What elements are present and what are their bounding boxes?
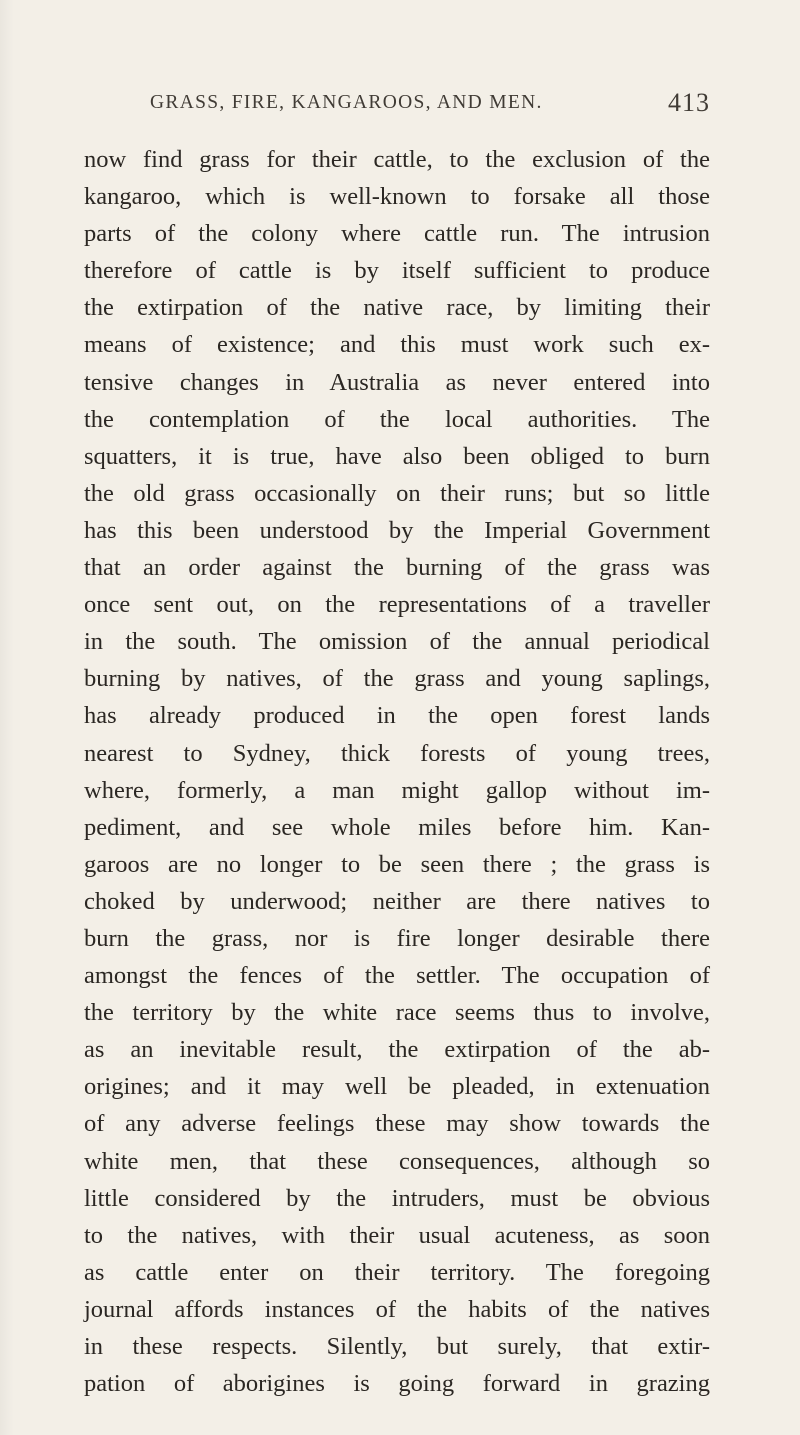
- text-line: garoos are no longer to be seen there ; the grass is: [84, 850, 710, 878]
- text-line: pation of aborigines is going forward in grazing: [84, 1370, 710, 1398]
- text-line: that an order against the burning of the grass was: [84, 554, 710, 582]
- text-line: the territory by the white race seems thus to involve,: [84, 999, 710, 1027]
- text-line: origines; and it may well be pleaded, in extenuation: [84, 1073, 710, 1101]
- text-line: means of existence; and this must work such ex-: [84, 331, 710, 359]
- text-line: tensive changes in Australia as never entered into: [84, 368, 710, 396]
- text-line: once sent out, on the representations of a traveller: [84, 591, 710, 619]
- text-line: amongst the fences of the settler. The occupation of: [84, 962, 710, 990]
- text-line: where, formerly, a man might gallop without im-: [84, 776, 710, 804]
- text-line: burning by natives, of the grass and young saplings,: [84, 665, 710, 693]
- text-line: the old grass occasionally on their runs; but so little: [84, 479, 710, 507]
- text-line: little considered by the intruders, must be obvious: [84, 1184, 710, 1212]
- page-header: [150, 88, 710, 122]
- text-line: the contemplation of the local authorities. The: [84, 405, 710, 433]
- text-line: kangaroo, which is well-known to forsake all those: [84, 183, 710, 211]
- text-line: pediment, and see whole miles before him. Kan-: [84, 813, 710, 841]
- text-line: parts of the colony where cattle run. The intrusion: [84, 220, 710, 248]
- text-line: has this been understood by the Imperial Government: [84, 516, 710, 544]
- page-number: 413: [668, 88, 710, 117]
- text-line: squatters, it is true, have also been obliged to burn: [84, 442, 710, 470]
- text-line: in these respects. Silently, but surely, that extir-: [84, 1333, 710, 1360]
- text-line: therefore of cattle is by itself sufficient to produce: [84, 257, 710, 285]
- text-line: burn the grass, nor is fire longer desirable there: [84, 924, 710, 952]
- text-line: choked by underwood; neither are there natives to: [84, 887, 710, 915]
- text-line: of any adverse feelings these may show towards the: [84, 1110, 710, 1138]
- text-line: to the natives, with their usual acuteness, as soon: [84, 1221, 710, 1249]
- text-line: as cattle enter on their territory. The foregoing: [84, 1258, 710, 1286]
- text-line: nearest to Sydney, thick forests of young trees,: [84, 739, 710, 767]
- text-line: the extirpation of the native race, by limiting their: [84, 294, 710, 322]
- running-head: GRASS, FIRE, KANGAROOS, AND MEN.: [150, 92, 543, 113]
- text-line: now find grass for their cattle, to the exclusion of the: [84, 146, 710, 173]
- text-line: has already produced in the open forest lands: [84, 702, 710, 730]
- text-line: in the south. The omission of the annual periodical: [84, 628, 710, 656]
- text-line: as an inevitable result, the extirpation of the ab-: [84, 1036, 710, 1064]
- text-line: white men, that these consequences, although so: [84, 1147, 710, 1175]
- text-line: journal affords instances of the habits of the natives: [84, 1295, 710, 1323]
- body-text: [84, 141, 710, 1402]
